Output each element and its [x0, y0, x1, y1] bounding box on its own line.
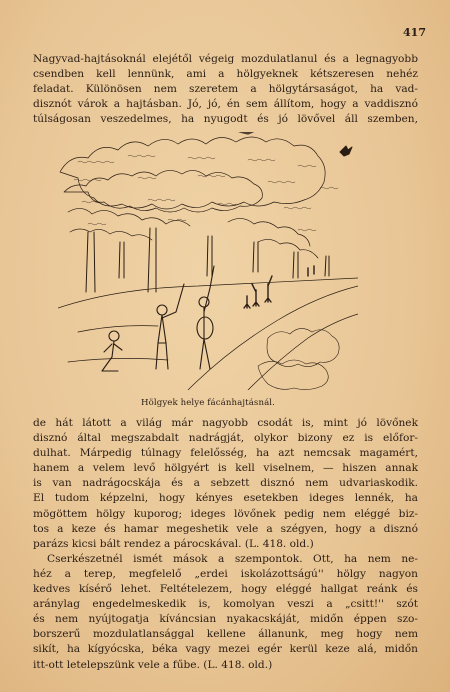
page-number: 417: [403, 26, 426, 39]
text-line: sikít, ha kígyócska, béka vagy mezei egér kerül keze alá, midőn: [33, 643, 418, 656]
text-line: aránylag engedelmeskedik is, komolyan veszi a „csitt!'' szót: [33, 598, 418, 611]
paragraph-top: [33, 52, 418, 127]
text-line: hanem a velem levő hölgyért is kell viselnem, — hiszen annak: [33, 462, 418, 475]
hunting-illustration: [58, 132, 358, 390]
text-line: El tudom képzelni, hogy kényes esetekben ideges lennék, ha: [33, 492, 418, 505]
text-line: disznót várok a hajtásban. Jó, jó, én sem állítom, hogy a vaddisznó: [33, 98, 418, 111]
text-line: héz a terep, megfelelő „erdei iskolázottságú'' hölgy nagyon: [33, 567, 418, 580]
text-line: feladat. Különösen nem szeretem a hölgytársaságot, ha vad-: [33, 83, 418, 96]
text-line: tos a keze és hamar megeshetik vele a szégyen, hogy a disznó: [33, 522, 418, 535]
text-line: dulhat. Márpedig túlnagy felelősség, ha azt nemcsak magamért,: [33, 447, 418, 460]
text-line: is van nadrágocskája és a sebzett disznó nem udvariaskodik.: [33, 477, 418, 490]
text-line: borszerű mozdulatlansággal kellene állanunk, meg hogy nem: [33, 628, 418, 641]
text-line: itt-ott letelepszünk vele a fűbe. (L. 418. old.): [33, 658, 273, 671]
text-line: mögöttem hölgy kuporog; ideges lövőnek pedig nem eléggé biz-: [33, 507, 418, 520]
text-line: Cserkészetnél ismét mások a szempontok. Ott, ha nem ne-: [47, 552, 418, 565]
text-line: de hát látott a világ már nagyobb csodát is, mint jó lövőnek: [33, 417, 418, 429]
text-line: Nagyvad-hajtásoknál elejétől végeig mozdulatlanul és a legnagyobb: [33, 53, 418, 65]
text-line: disznó által megszabdalt nadrágját, olykor bizony ez is előfor-: [33, 432, 418, 445]
paragraph-bottom: [33, 416, 418, 673]
text-line: parázs kicsi bált rendez a párocskával. (L. 418. old.): [33, 537, 314, 550]
text-line: túlságosan veszedelmes, ha nyugodt és jó lövővel áll szemben,: [33, 113, 418, 126]
illustration-caption: Hölgyek helye fácánhajtásnál.: [141, 398, 275, 408]
text-line: és nem nyújtogatja kíváncsian nyakacskáját, midőn éppen szo-: [33, 613, 418, 626]
text-line: csendben kell lennünk, ami a hölgyeknek kétszeresen nehéz: [33, 68, 418, 81]
text-line: kedves kísérő lehet. Feltételezem, hogy eléggé hallgat reánk és: [33, 583, 418, 596]
